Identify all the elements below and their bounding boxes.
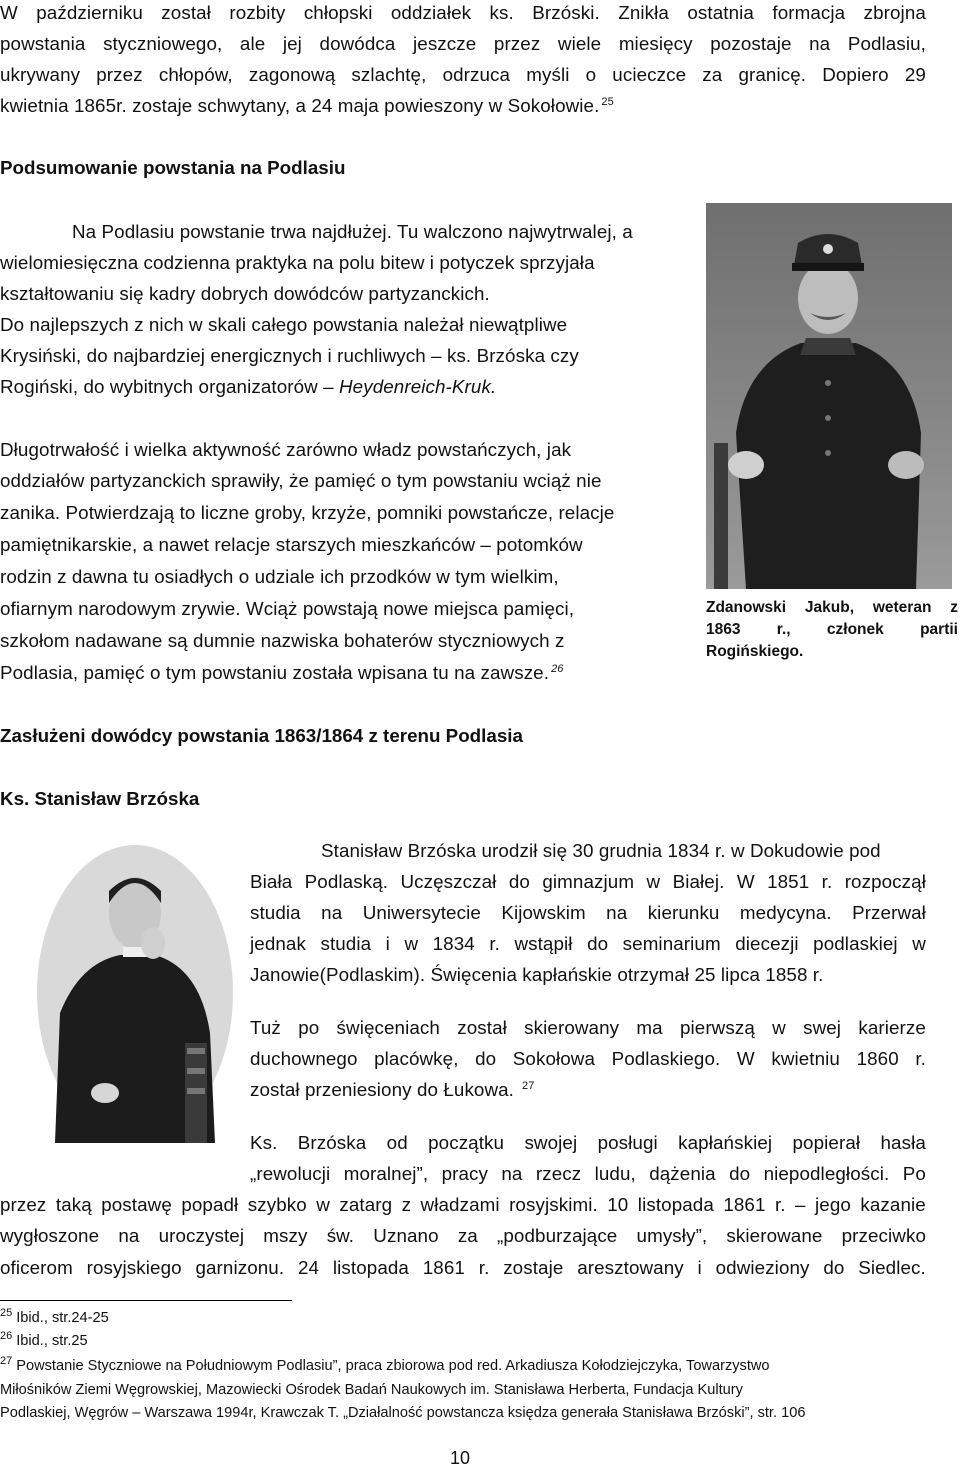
word: rozpoczął [844,871,926,892]
word: za [702,64,723,85]
summary-p1-text: Krysiński, do najbardziej energicznych i ruchliwych – ks. Brzóska czy [0,345,579,366]
brzoska-p3-line [250,1163,926,1185]
word: weteran [872,599,932,616]
word: chłopski [303,2,373,23]
word: Przerwał [852,902,926,923]
brzoska-p1-line [250,933,926,955]
word: oficerom [0,1257,73,1278]
summary-p2-line [0,502,614,524]
word: rosyjskimi. [509,1194,598,1215]
footnote-number: 27 [0,1355,13,1368]
word: r. [915,1048,926,1069]
word: 1861 [422,1257,465,1278]
word: i [697,1257,702,1278]
brzoska-p3-line [0,1194,926,1216]
brzoska-photo-image [35,843,235,1143]
intro-line [0,33,926,55]
brzoska-p1-line [250,964,823,986]
word: wiele [557,33,602,54]
summary-p2-line [0,566,559,588]
word: jeszcze [413,33,477,54]
word: na [501,1163,523,1184]
word: 24 [297,1257,320,1278]
caption-line [706,619,958,641]
word: posługi [597,1132,658,1153]
footnote [0,1309,109,1327]
word: umysły”, [636,1225,708,1246]
word: po [298,1017,320,1038]
word: do [729,1163,751,1184]
word: taką [55,1194,92,1215]
word: mszy [263,1225,308,1246]
word: 10 [607,1194,629,1215]
word: św. [326,1225,355,1246]
footnote-text: Podlaskiej, Węgrów – Warszawa 1994r, Krawczak T. „Działalność powstancza księdza generała Stanisława Brzóski”, str. 106 [0,1405,806,1421]
intro-line [0,95,614,117]
summary-p2-line [0,630,565,652]
footnote-divider [0,1300,292,1301]
summary-p1-line [0,345,579,367]
footnote-number: 25 [0,1307,13,1320]
summary-p1-italic: Heydenreich-Kruk. [339,376,497,397]
word: w [646,871,661,892]
summary-p2-text: ofiarnym narodowym zrywie. Wciąż powstają nowe miejsca pamięci, [0,598,575,619]
word: w [772,1017,786,1038]
word: uroczystej [158,1225,245,1246]
word: swej [803,1017,842,1038]
word: władzami [420,1194,500,1215]
word: święceniach [336,1017,440,1038]
word: pracy [441,1163,489,1184]
word: do [508,871,530,892]
word: na [321,902,343,923]
footnote-text: Miłośników Ziemi Węgrowskiej, Mazowiecki Ośrodek Badań Naukowych im. Stanisława Herberta, Fundacja Kultury [0,1382,743,1398]
summary-p2-line [0,470,602,492]
word: 29 [904,64,926,85]
word: r. [478,1257,490,1278]
brzoska-p2-line [250,1017,926,1039]
word: kapłańskiej [678,1132,773,1153]
word: garnizonu. [195,1257,285,1278]
intro-line [0,64,926,86]
word: gimnazjum [542,871,635,892]
word: do [475,1048,497,1069]
word: Kijowskim [501,902,586,923]
word: wygłoszone [0,1225,100,1246]
word: myśli [526,64,570,85]
word: partii [920,621,958,638]
brzoska-p2-line [250,1079,534,1101]
word: „rewolucji [250,1163,331,1184]
word: przez [0,1194,47,1215]
word: styczniowego, [103,33,223,54]
word: seminarium [622,933,721,954]
word: od [386,1132,408,1153]
word: do [587,933,609,954]
word: postawę [101,1194,172,1215]
word: rozbity [229,2,286,23]
word: r. [821,871,833,892]
word: Podlaskiego. [611,1048,721,1069]
word: Siedlec. [858,1257,926,1278]
word: ale [239,33,266,54]
word: zatarg [339,1194,393,1215]
word: granicę. [738,64,807,85]
word: listopada [637,1194,714,1215]
word: Jakub, [804,599,855,616]
brzoska-p3-line [0,1257,926,1279]
summary-p1-line [72,221,633,243]
word: kazanie [860,1194,926,1215]
word: r., [776,621,791,638]
word: odrzuca [442,64,511,85]
footnote-ref: 26 [551,662,564,675]
word: na [118,1225,140,1246]
word: został [161,2,211,23]
word: ukrywany [0,64,81,85]
word: ostatnia [687,2,754,23]
summary-p1-text: wielomiesięczna codzienna praktyka na polu bitew i potyczek sprzyjała [0,252,595,273]
word: na [809,33,831,54]
word: placówkę, [374,1048,459,1069]
word: chłopów, [158,64,233,85]
veteran-photo-image [706,203,952,589]
footnote-cont [0,1404,805,1422]
word: Znikła [618,2,669,23]
word: kierunku [647,902,720,923]
word: kwietniu [771,1048,840,1069]
word: Białej. [672,871,725,892]
summary-p1-line [0,314,567,336]
word: ks. [489,2,514,23]
summary-p1-text: Na Podlasiu powstanie trwa najdłużej. Tu walczono najwytrwalej, a [72,221,633,242]
word: aresztowany [577,1257,684,1278]
word: r. [774,1194,786,1215]
summary-p2-text: zanika. Potwierdzają to liczne groby, krzyże, pomniki powstańcze, relacje [0,502,615,523]
word: popadł [181,1194,239,1215]
caption-text: Rogińskiego. [706,643,804,660]
word: Podlasiu, [847,33,926,54]
word: niepodległości. [763,1163,890,1184]
summary-p2-line [0,534,583,556]
summary-p2-line [0,662,564,684]
word: Po [902,1163,926,1184]
summary-p1-line [0,283,490,305]
word: pierwszą [679,1017,755,1038]
intro-line [0,2,926,24]
brzoska-p3-line [250,1132,926,1154]
brzoska-p1-text: Janowie(Podlaskim). Święcenia kapłańskie otrzymał 25 lipca 1858 r. [250,964,824,985]
word: rosyjskiego [86,1257,182,1278]
word: jego [815,1194,851,1215]
word: 1834 [432,933,475,954]
word: w [404,933,419,954]
footnote-ref: 27 [522,1079,535,1092]
word: miesięcy [618,33,693,54]
word: 1861 [723,1194,766,1215]
word: dowódca [319,33,396,54]
brzoska-p2-line [250,1048,926,1070]
word: ludu, [594,1163,636,1184]
word: W [0,2,18,23]
word: medycyna. [739,902,832,923]
word: zostaje [503,1257,564,1278]
word: „podburzające [497,1225,618,1246]
word: dążenia [649,1163,716,1184]
summary-p2-text: Podlasia, pamięć o tym powstaniu została wpisana tu na zawsze. [0,662,550,683]
word: Ks. [250,1132,278,1153]
caption-line [706,597,958,619]
word: popierał [792,1132,861,1153]
brzoska-p1-line [250,871,926,893]
summary-p1-text: Do najlepszych z nich w skali całego powstania należał niewątpliwe [0,314,568,335]
word: na [606,902,628,923]
word: skierowane [726,1225,823,1246]
brzoska-photo [35,843,235,1143]
word: przeciwko [841,1225,926,1246]
word: skierowany [524,1017,620,1038]
brzoska-p2-text: został przeniesiony do Łukowa. [250,1079,515,1100]
word: Uczęszczał [400,871,497,892]
word: Brzóski. [532,2,600,23]
summary-p1-text: kształtowaniu się kadry dobrych dowódców partyzanckich. [0,283,490,304]
word: listopada [332,1257,409,1278]
word: swojej [524,1132,578,1153]
word: do [823,1257,845,1278]
page-number: 10 [450,1448,471,1468]
word: październiku [36,2,143,23]
word: diecezji [735,933,799,954]
footnote [0,1332,88,1350]
word: 1860 [856,1048,899,1069]
word: początku [428,1132,505,1153]
word: studia [250,902,301,923]
word: powstania [0,33,86,54]
summary-p2-line [0,439,571,461]
veteran-photo [706,203,952,589]
word: Biała [250,871,293,892]
word: zbrojna [863,2,926,23]
summary-p2-text: Długotrwałość i wielka aktywność zarówno władz powstańczych, jak [0,439,572,460]
word: Uniwersytecie [362,902,481,923]
word: 1851 [767,871,810,892]
footnote [0,1357,770,1375]
word: oddziałek [390,2,472,23]
word: szlachtę, [351,64,427,85]
section-heading: Podsumowanie powstania na Podlasiu [0,157,346,178]
summary-p1-text: Rogiński, do wybitnych organizatorów – [0,376,340,397]
word: duchownego [250,1048,358,1069]
summary-p2-text: rodzin z dawna tu osiadłych o udziale ich przodków w tym wielkim, [0,566,559,587]
word: za [457,1225,478,1246]
word: Tuż [250,1017,281,1038]
summary-p2-line [0,598,574,620]
word: szybko [247,1194,307,1215]
word: formacja [772,2,846,23]
summary-p2-text: szkołom nadawane są dumnie nazwiska bohaterów styczniowych z [0,630,565,651]
word: W [736,1048,755,1069]
footnote-ref: 25 [601,95,614,108]
word: zagonową [248,64,336,85]
word: z [401,1194,412,1215]
word: Brzóska [297,1132,367,1153]
word: przez [96,64,143,85]
word: i [385,933,390,954]
caption-line [706,641,958,663]
word: jej [282,33,302,54]
word: r. [489,933,500,954]
word: Dopiero [822,64,889,85]
word: karierze [858,1017,926,1038]
word: W [736,871,755,892]
footnote-text: Ibid., str.24-25 [16,1310,109,1326]
word: podlaskiej [813,933,898,954]
word: z [950,599,958,616]
word: hasła [880,1132,926,1153]
word: w [912,933,926,954]
word: ucieczce [612,64,687,85]
word: – [795,1194,806,1215]
footnote-text: Powstanie Styczniowe na Południowym Podlasiu”, praca zbiorowa pod red. Arkadiusza Kołodziejczyka, Towarzystwo [16,1358,770,1374]
brzoska-p3-line [0,1225,926,1247]
word: 1863 [706,621,741,638]
footnote-text: Ibid., str.25 [16,1333,88,1349]
word: pozostaje [710,33,792,54]
summary-p1-line [0,252,595,274]
brzoska-p1-text: Stanisław Brzóska urodził się 30 grudnia 1834 r. w Dokudowie pod [321,840,881,861]
word: jednak [250,933,306,954]
word: w [316,1194,330,1215]
word: rzecz [535,1163,582,1184]
summary-p2-text: pamiętnikarskie, a nawet relacje starszych mieszkańców – potomków [0,534,583,555]
word: odwieziony [715,1257,810,1278]
word: Podlaską. [304,871,389,892]
word: wstąpił [514,933,573,954]
intro-line-text: kwietnia 1865r. zostaje schwytany, a 24 maja powieszony w Sokołowie. [0,95,600,116]
word: Sokołowa [512,1048,596,1069]
word: przez [493,33,541,54]
word: Uznano [373,1225,439,1246]
word: o [585,64,597,85]
summary-p2-text: oddziałów partyzanckich sprawiły, że pamięć o tym powstaniu wciąż nie [0,470,602,491]
photo-caption [706,597,958,663]
summary-p1-line [0,376,496,398]
word: członek [826,621,884,638]
word: studia [320,933,372,954]
word: został [457,1017,507,1038]
word: ma [636,1017,663,1038]
brzoska-p1-line [250,902,926,924]
footnote-cont [0,1381,743,1399]
footnote-number: 26 [0,1330,13,1343]
word: moralnej”, [343,1163,429,1184]
brzoska-p1-line [321,840,881,862]
section-heading: Zasłużeni dowódcy powstania 1863/1864 z terenu Podlasia [0,725,523,746]
word: Zdanowski [706,599,787,616]
section-subheading: Ks. Stanisław Brzóska [0,788,200,809]
